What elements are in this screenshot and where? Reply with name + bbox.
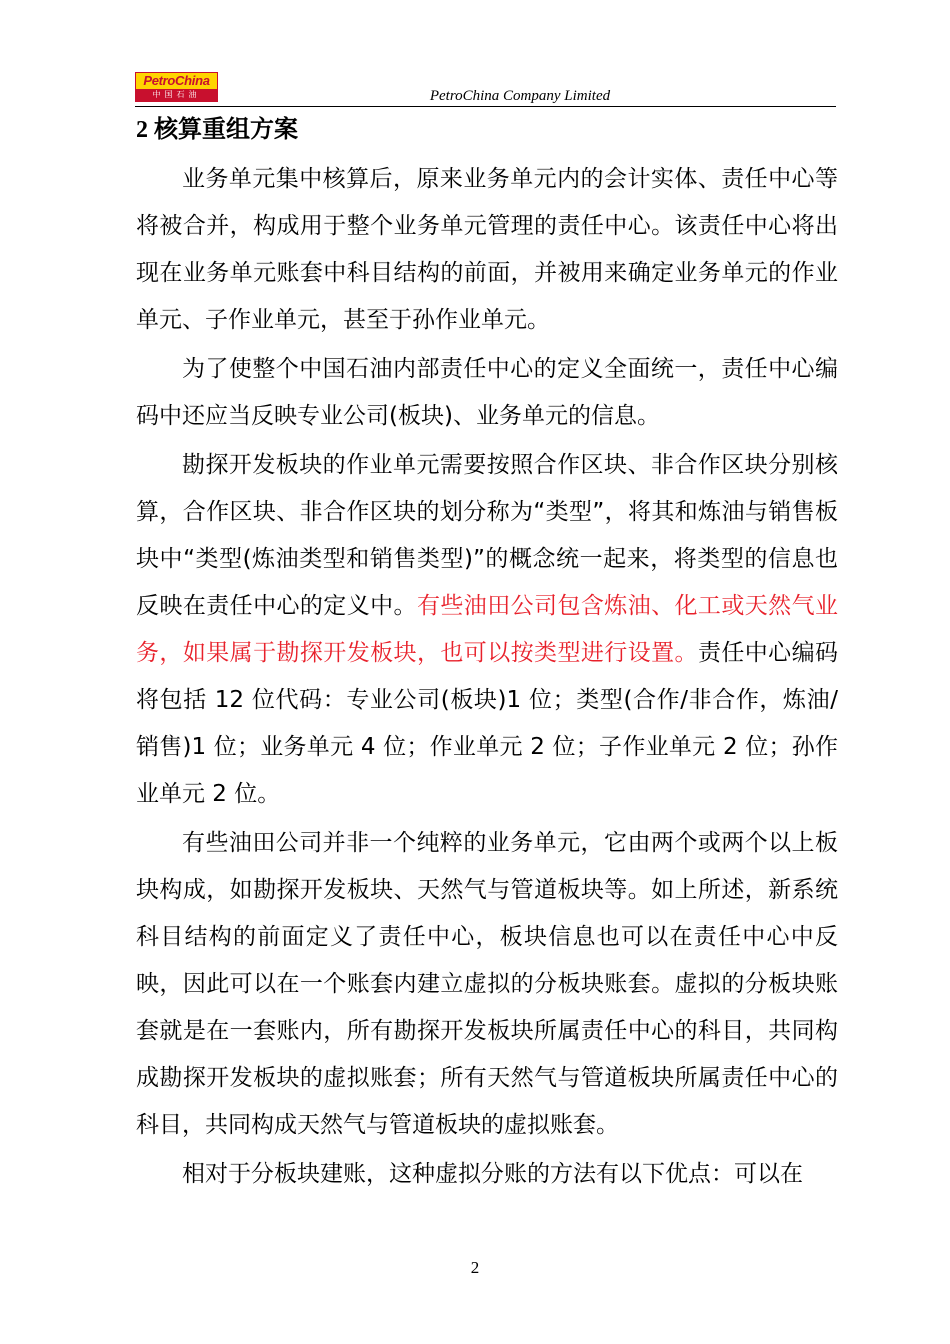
paragraph-5: 相对于分板块建账，这种虚拟分账的方法有以下优点：可以在 [182,1161,803,1187]
paragraph-3-part-b: 责任中心编码将包括 12 位代码：专业公司(板块)1 位；类型(合作/非合作，炼油/销售)1 位；业务单元 4 位；作业单元 2 位；子作业单元 2 位；孙作业单元 2 位。 [136,640,839,807]
page-number: 2 [470,1258,480,1277]
paragraph-3-highlight: 有些油田公司包含炼油、化工或天然气业务，如果属于勘探开发板块，也可以按类型进行设置。 [136,593,839,666]
paragraph-4: 有些油田公司并非一个纯粹的业务单元，它由两个或两个以上板块构成，如勘探开发板块、天然气与管道板块等。如上所述，新系统科目结构的前面定义了责任中心，板块信息也可以在责任中心中反映，因此可以在一个账套内建立虚拟的分板块账套。虚拟的分板块账套就是在一套账内，所有勘探开发板块所属责任中心的科目，共同构成勘探开发板块的虚拟账套；所有天然气与管道板块所属责任中心的科目，共同构成天然气与管道板块的虚拟账套。 [136,830,838,1138]
logo-chinese-text: 中国石油 [136,89,217,101]
header-divider [135,106,836,107]
paragraph-2: 为了使整个中国石油内部责任中心的定义全面统一，责任中心编码中还应当反映专业公司(板块)、业务单元的信息。 [136,356,838,429]
logo-english-text: PetroChina [136,73,217,89]
header-company-name: PetroChina Company Limited [429,88,611,104]
document-body [136,156,838,1200]
paragraph-3 [136,442,838,818]
paragraph-3-part-a: 勘探开发板块的作业单元需要按照合作区块、非合作区块分别核算，合作区块、非合作区块的划分称为“类型”，将其和炼油与销售板块中“类型(炼油类型和销售类型)”的概念统一起来，将类型的信息也反映在责任中心的定义中。 [136,452,838,619]
section-title: 2 核算重组方案 [136,117,298,143]
paragraph-1: 业务单元集中核算后，原来业务单元内的会计实体、责任中心等将被合并，构成用于整个业务单元管理的责任中心。该责任中心将出现在业务单元账套中科目结构的前面，并被用来确定业务单元的作业单元、子作业单元，甚至于孙作业单元。 [136,166,838,333]
petrochina-logo [135,72,218,102]
